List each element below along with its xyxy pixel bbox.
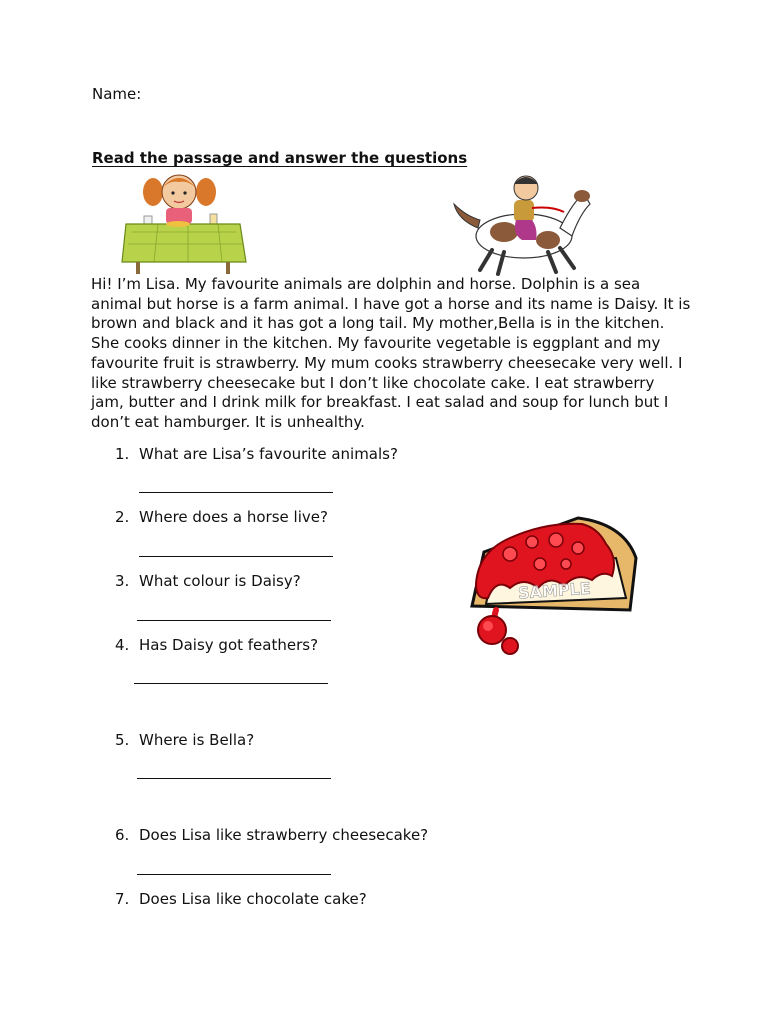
question-text: Does Lisa like chocolate cake?	[139, 890, 367, 908]
boy-on-horse-illustration	[452, 170, 592, 278]
question-2	[115, 508, 328, 526]
question-number: 7.	[115, 890, 130, 908]
answer-line-5[interactable]	[137, 778, 331, 779]
question-text: Has Daisy got feathers?	[139, 636, 319, 654]
strawberry-cheesecake-illustration	[466, 514, 640, 662]
question-7	[115, 890, 367, 908]
answer-line-1[interactable]	[139, 492, 333, 493]
question-text: Does Lisa like strawberry cheesecake?	[139, 826, 429, 844]
question-text: What colour is Daisy?	[139, 572, 301, 590]
question-5	[115, 731, 254, 749]
answer-line-4[interactable]	[134, 683, 328, 684]
question-number: 6.	[115, 826, 130, 844]
question-number: 4.	[115, 636, 130, 654]
name-label: Name:	[92, 85, 142, 103]
reading-passage: Hi! I’m Lisa. My favourite animals are dolphin and horse. Dolphin is a sea animal but horse is a farm animal. I have got a horse and its name is Daisy. It is brown and black and it has got a long tail. My mother,Bella is in the kitchen. She cooks dinner in the kitchen. My favourite vegetable is eggplant and my favourite fruit is strawberry. My mum cooks strawberry cheesecake very well. I like strawberry cheesecake but I don’t like chocolate cake. I eat strawberry jam, butter and I drink milk for breakfast. I eat salad and soup for lunch but I don’t eat hamburger. It is unhealthy.	[91, 275, 691, 431]
watermark-text: SAMPLE	[517, 578, 592, 603]
worksheet-heading: Read the passage and answer the questions	[92, 149, 468, 167]
question-text: Where does a horse live?	[139, 508, 328, 526]
question-4	[115, 636, 318, 654]
answer-line-2[interactable]	[139, 556, 333, 557]
question-text: What are Lisa’s favourite animals?	[139, 445, 398, 463]
question-1	[115, 445, 398, 463]
question-number: 2.	[115, 508, 130, 526]
answer-line-6[interactable]	[137, 874, 331, 875]
answer-line-3[interactable]	[137, 620, 331, 621]
question-3	[115, 572, 301, 590]
question-number: 3.	[115, 572, 130, 590]
question-number: 1.	[115, 445, 130, 463]
girl-at-table-illustration	[118, 170, 260, 275]
question-6	[115, 826, 428, 844]
question-text: Where is Bella?	[139, 731, 255, 749]
question-number: 5.	[115, 731, 130, 749]
